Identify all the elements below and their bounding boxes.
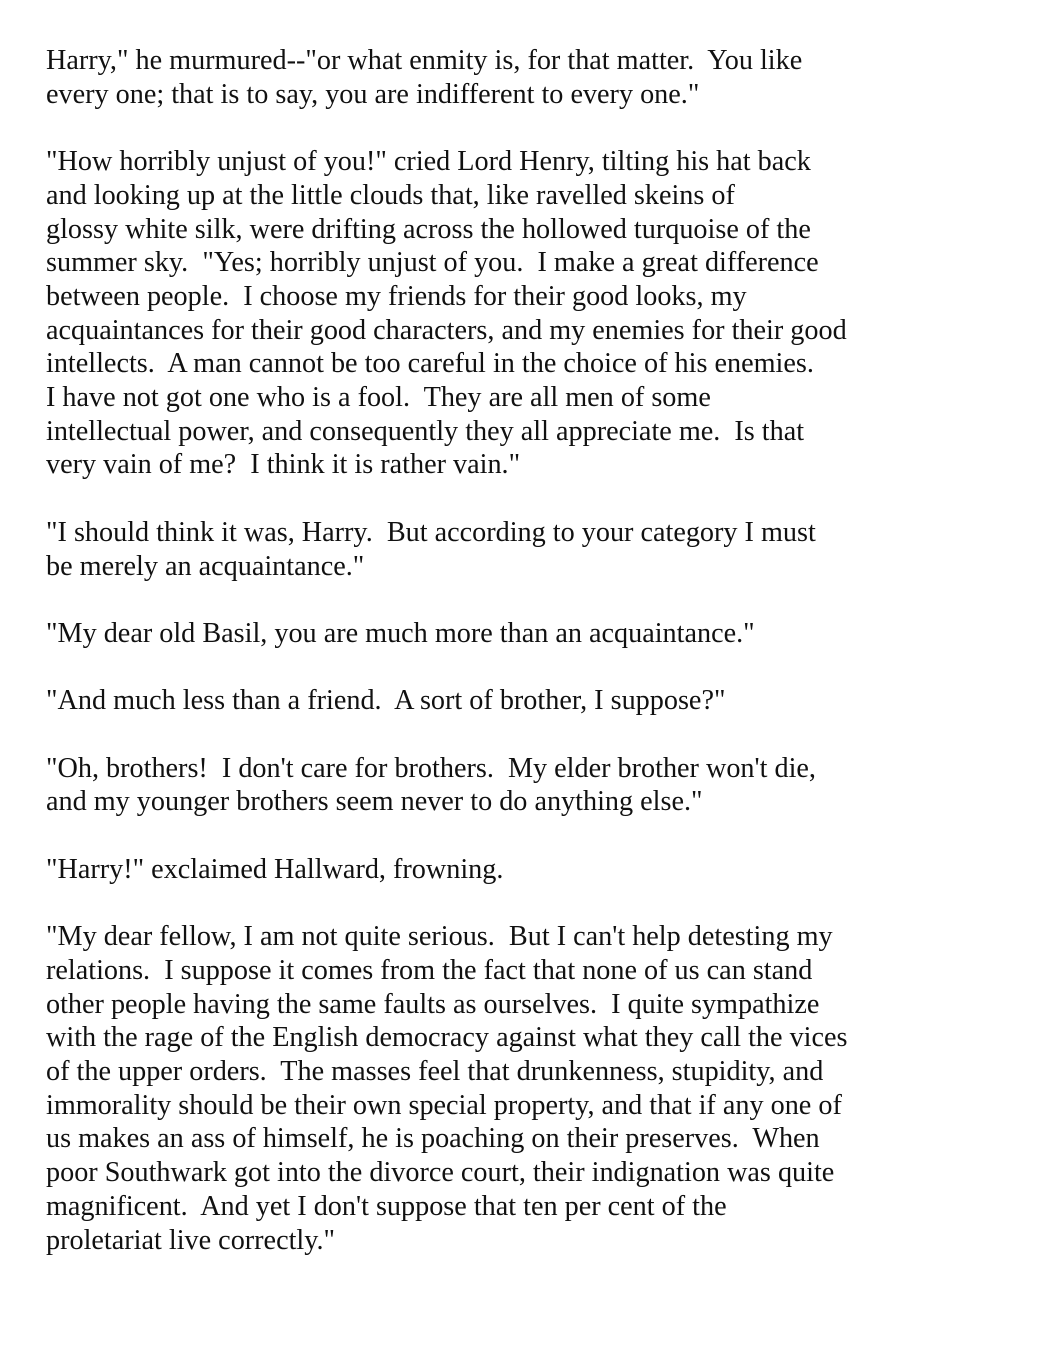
text-line: "Oh, brothers! I don't care for brothers. My elder brother won't die, (46, 752, 816, 784)
text-line: I have not got one who is a fool. They are all men of some (46, 382, 711, 414)
paragraph-3 (46, 516, 946, 583)
text-line: every one; that is to say, you are indifferent to every one." (46, 78, 700, 110)
document-page (46, 44, 946, 1291)
text-line: intellectual power, and consequently they all appreciate me. Is that (46, 415, 805, 447)
text-line: between people. I choose my friends for their good looks, my (46, 280, 747, 312)
text-line: "My dear old Basil, you are much more than an acquaintance." (46, 617, 755, 649)
text-line: Harry," he murmured--"or what enmity is, for that matter. You like (46, 45, 803, 76)
text-line: "Harry!" exclaimed Hallward, frowning. (46, 853, 504, 885)
paragraph-2 (46, 145, 946, 482)
text-line: with the rage of the English democracy against what they call the vices (46, 1022, 848, 1054)
paragraph-6 (46, 752, 946, 819)
text-line: us makes an ass of himself, he is poaching on their preserves. When (46, 1123, 820, 1155)
paragraph-8 (46, 920, 946, 1257)
text-line: poor Southwark got into the divorce court, their indignation was quite (46, 1157, 835, 1189)
paragraph-7 (46, 853, 946, 887)
text-line: glossy white silk, were drifting across the hollowed turquoise of the (46, 213, 811, 245)
text-line: magnificent. And yet I don't suppose that ten per cent of the (46, 1190, 727, 1222)
text-line: other people having the same faults as ourselves. I quite sympathize (46, 988, 820, 1020)
text-line: "My dear fellow, I am not quite serious. But I can't help detesting my (46, 921, 833, 953)
text-line: immorality should be their own special property, and that if any one of (46, 1089, 842, 1121)
text-line: intellects. A man cannot be too careful in the choice of his enemies. (46, 348, 814, 380)
text-line: and my younger brothers seem never to do anything else." (46, 786, 703, 818)
text-line: of the upper orders. The masses feel that drunkenness, stupidity, and (46, 1055, 824, 1087)
text-line: summer sky. "Yes; horribly unjust of you. I make a great difference (46, 247, 819, 279)
paragraph-4 (46, 617, 946, 651)
text-line: proletariat live correctly." (46, 1224, 336, 1256)
text-line: "I should think it was, Harry. But according to your category I must (46, 516, 816, 548)
text-line: acquaintances for their good characters, and my enemies for their good (46, 314, 847, 346)
text-line: "How horribly unjust of you!" cried Lord Henry, tilting his hat back (46, 146, 811, 178)
paragraph-5 (46, 684, 946, 718)
text-line: very vain of me? I think it is rather vain." (46, 449, 521, 481)
text-line: and looking up at the little clouds that, like ravelled skeins of (46, 179, 735, 211)
paragraph-1 (46, 44, 946, 111)
text-line: "And much less than a friend. A sort of brother, I suppose?" (46, 685, 726, 717)
text-line: be merely an acquaintance." (46, 550, 365, 582)
text-line: relations. I suppose it comes from the fact that none of us can stand (46, 954, 813, 986)
